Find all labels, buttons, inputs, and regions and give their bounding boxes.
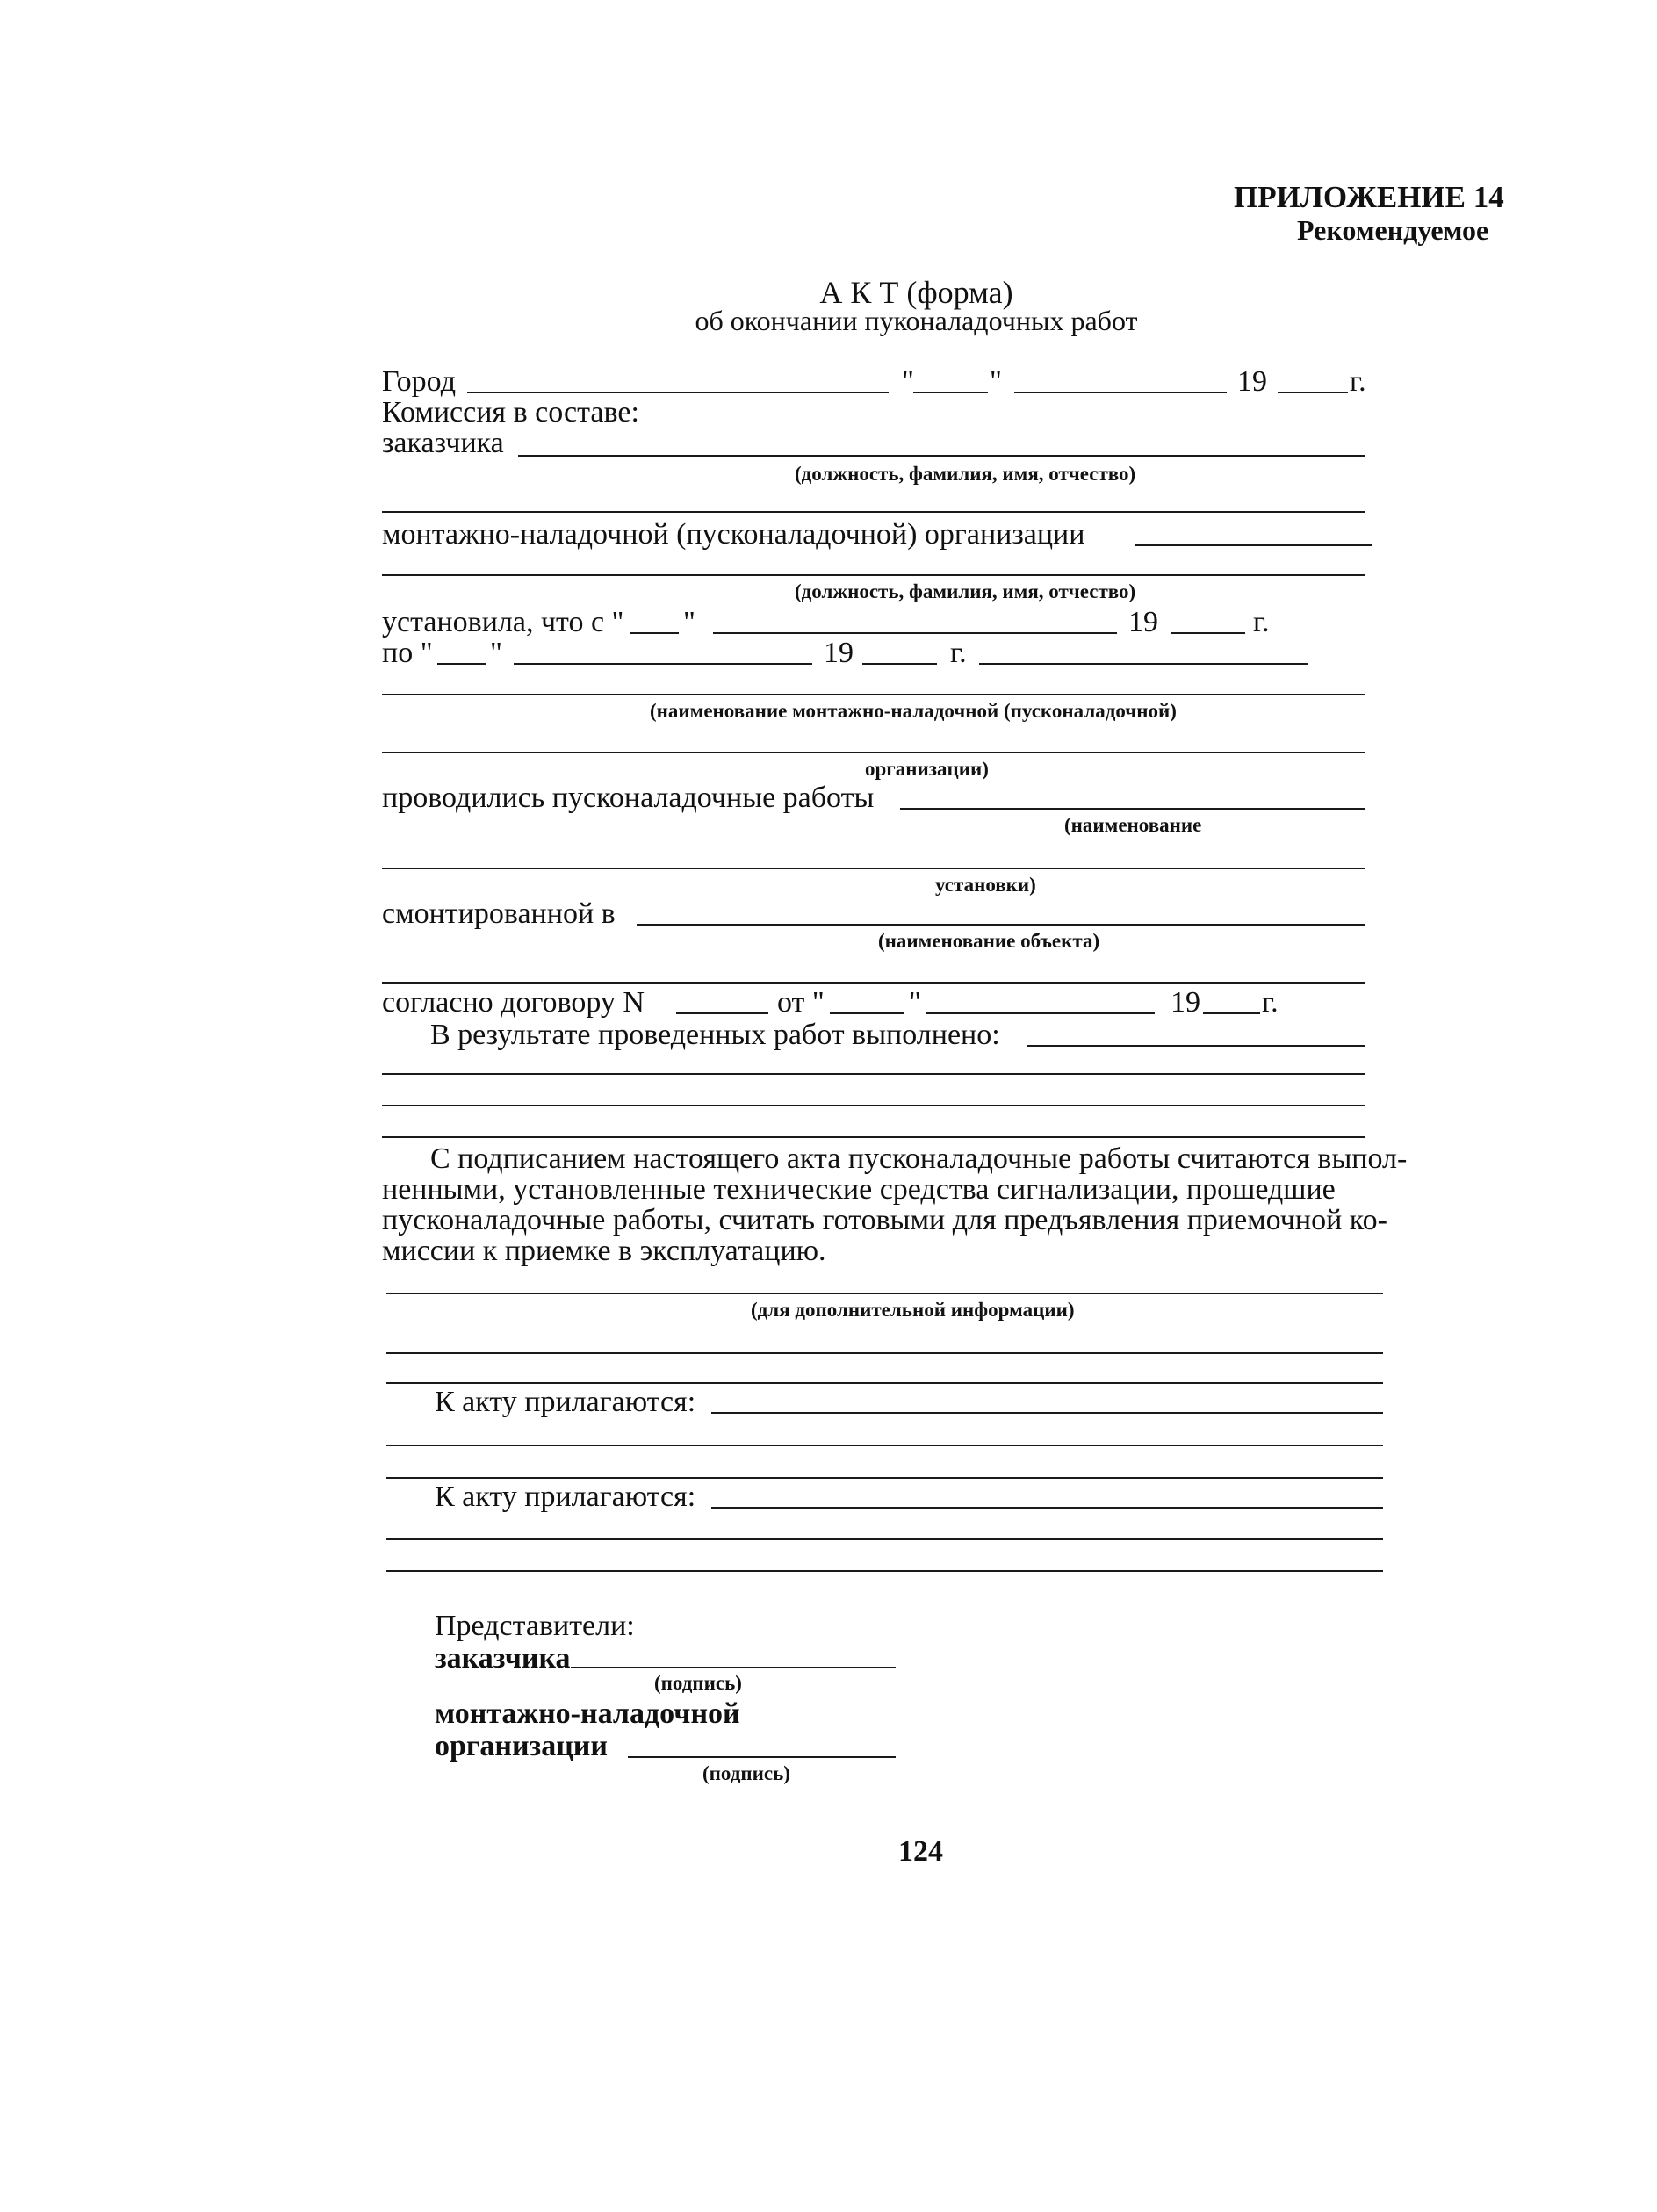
attached-label-2: К акту прилагаются: [435,1481,696,1513]
mounted-field[interactable] [637,924,1365,926]
established-day-field[interactable] [630,632,679,634]
attached-line-1a[interactable] [386,1445,1383,1446]
install-caption-1: (наименование [1064,814,1202,836]
until-year-field[interactable] [862,663,937,665]
city-month-field[interactable] [1014,392,1227,393]
paragraph-line-4: миссии к приемке в эксплуатацию. [382,1235,826,1267]
customer-field[interactable] [518,455,1365,457]
org-name-line-1[interactable] [382,694,1365,695]
paragraph-line-1: С подписанием настоящего акта пусконаладочные работы считаются выпол- [430,1142,1408,1175]
contract-day-field[interactable] [830,1012,904,1014]
contract-from: от " [777,986,825,1019]
contract-year-field[interactable] [1203,1012,1260,1014]
representatives-label: Представители: [435,1610,635,1642]
attached-line-1b[interactable] [386,1477,1383,1479]
works-label: проводились пусконаладочные работы [382,782,875,814]
org-name-caption-2: организации) [865,758,989,780]
org-field[interactable] [1135,544,1372,546]
document-title: А К Т (форма) [819,275,1013,310]
result-line-1[interactable] [382,1073,1365,1075]
org-name-caption-1: (наименование монтажно-наладочной (пусконаладочной) [650,700,1177,722]
result-line-2[interactable] [382,1105,1365,1106]
until-year-prefix: 19 [824,637,854,669]
attached-field-1[interactable] [711,1412,1383,1414]
works-field[interactable] [900,808,1365,810]
org-extra-line[interactable] [382,574,1365,576]
object-caption: (наименование объекта) [878,930,1100,952]
contract-number-field[interactable] [676,1012,768,1014]
signature-customer-field[interactable] [571,1667,896,1668]
page-number: 124 [898,1835,943,1868]
customer-extra-line[interactable] [382,511,1365,513]
contract-label: согласно договору N [382,986,645,1019]
contract-year-prefix: 19 [1171,986,1200,1019]
city-quote-right: " [990,365,1002,398]
customer-label: заказчика [382,427,504,459]
until-label: по " [382,637,433,669]
result-field[interactable] [1027,1045,1365,1047]
org-caption: (должность, фамилия, имя, отчество) [795,580,1136,602]
org-label: монтажно-наладочной (пусконаладочной) организации [382,518,1085,551]
established-year-field[interactable] [1171,632,1245,634]
mounted-label: смонтированной в [382,897,616,930]
appendix-label: ПРИЛОЖЕНИЕ 14 [1234,180,1504,214]
established-quote-right: " [683,606,695,638]
city-year-suffix: г. [1350,365,1366,398]
until-quote-right: " [490,637,502,669]
document-subtitle: об окончании пуконаладочных работ [695,305,1138,336]
paragraph-line-2: ненными, установленные технические средства сигнализации, прошедшие [382,1173,1336,1206]
customer-caption: (должность, фамилия, имя, отчество) [795,463,1136,485]
until-month-field[interactable] [514,663,812,665]
additional-line-2[interactable] [386,1352,1383,1354]
until-year-suffix: г. [950,637,967,669]
additional-line-1[interactable] [386,1293,1383,1294]
attached-field-2[interactable] [711,1507,1383,1509]
contract-month-field[interactable] [926,1012,1155,1014]
contract-year-suffix: г. [1262,986,1279,1019]
attached-line-2a[interactable] [386,1538,1383,1540]
signature-org-label-1: монтажно-наладочной [435,1697,740,1730]
established-year-prefix: 19 [1128,606,1158,638]
install-line[interactable] [382,868,1365,869]
until-day-field[interactable] [437,663,486,665]
commission-label: Комиссия в составе: [382,396,639,429]
result-line-3[interactable] [382,1136,1365,1138]
object-line[interactable] [382,982,1365,984]
signature-org-label-2: организации [435,1730,608,1762]
city-quote-left: " [902,365,914,398]
signature-customer-caption: (подпись) [654,1672,742,1694]
city-year-prefix: 19 [1237,365,1267,398]
contract-quote-right: " [909,986,921,1019]
result-label: В результате проведенных работ выполнено: [430,1019,1000,1051]
city-label: Город [382,365,456,398]
signature-org-caption: (подпись) [702,1762,790,1784]
city-year-field[interactable] [1278,392,1348,393]
established-month-field[interactable] [713,632,1117,634]
established-year-suffix: г. [1253,606,1270,638]
attached-label-1: К акту прилагаются: [435,1386,696,1418]
recommended-label: Рекомендуемое [1297,214,1489,246]
signature-org-field[interactable] [628,1756,896,1758]
signature-customer-label: заказчика [435,1642,571,1675]
install-caption-2: установки) [935,874,1036,896]
additional-caption: (для дополнительной информации) [751,1299,1075,1321]
city-field[interactable] [467,392,889,393]
established-label: установила, что с " [382,606,624,638]
additional-line-3[interactable] [386,1382,1383,1384]
city-day-field[interactable] [913,392,988,393]
paragraph-line-3: пусконаладочные работы, считать готовыми для предъявления приемочной ко- [382,1204,1387,1236]
until-extra-field[interactable] [979,663,1308,665]
attached-line-2b[interactable] [386,1570,1383,1572]
org-name-line-2[interactable] [382,752,1365,753]
